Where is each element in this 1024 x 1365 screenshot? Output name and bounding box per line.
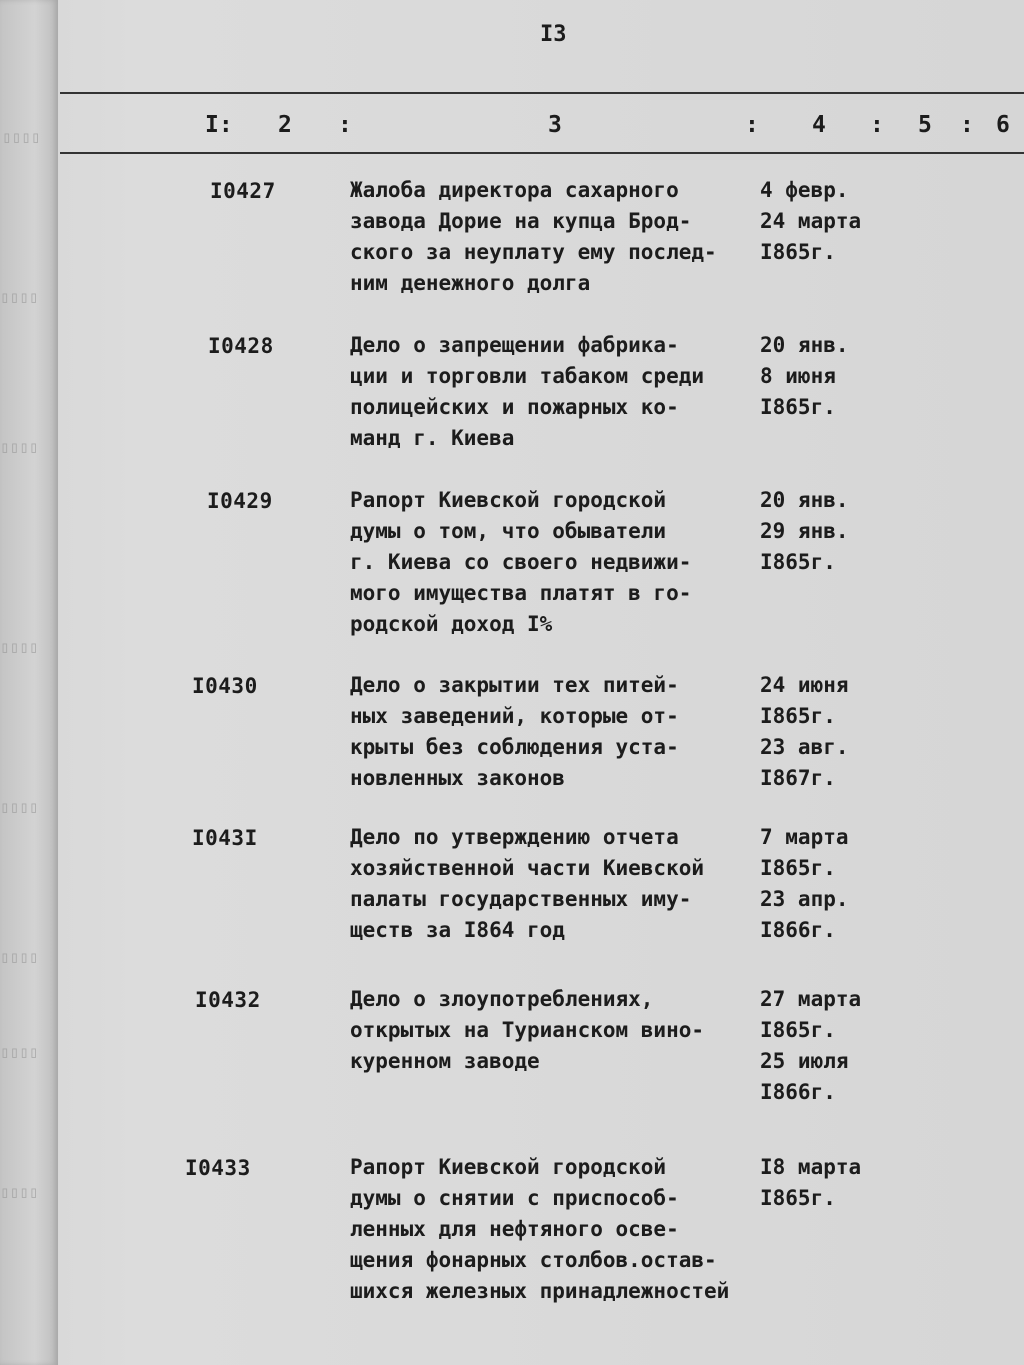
date-line: 7 марта xyxy=(760,825,849,849)
case-title xyxy=(350,485,760,640)
date-line: I8 марта xyxy=(760,1155,862,1179)
column-header-4: 4 xyxy=(812,112,826,138)
title-line: ним денежного долга xyxy=(350,271,591,295)
case-title xyxy=(350,1152,760,1307)
date-line: 4 февр. xyxy=(760,178,849,202)
case-title xyxy=(350,175,760,299)
title-line: Дело о злоупотреблениях, xyxy=(350,987,654,1011)
bleed-through-mark: ▯▯▯▯ xyxy=(0,950,39,969)
date-line: 25 июля xyxy=(760,1049,849,1073)
date-line: I865г. xyxy=(760,1186,836,1210)
title-line: ленных для нефтяного осве- xyxy=(350,1217,679,1241)
case-title xyxy=(350,822,760,946)
title-line: ского за неуплату ему послед- xyxy=(350,240,717,264)
title-line: Дело о запрещении фабрика- xyxy=(350,333,679,357)
title-line: завода Дорие на купца Брод- xyxy=(350,209,692,233)
column-header-2: 2 xyxy=(278,112,292,138)
page-binding-edge xyxy=(0,0,58,1365)
case-number: I0427 xyxy=(210,179,276,203)
case-dates xyxy=(760,670,910,794)
case-number: I0428 xyxy=(208,334,274,358)
title-line: мого имущества платят в го- xyxy=(350,581,692,605)
date-line: 20 янв. xyxy=(760,488,849,512)
bleed-through-mark: ▯▯▯▯ xyxy=(0,1185,39,1204)
date-line: I865г. xyxy=(760,856,836,880)
date-line: I865г. xyxy=(760,550,836,574)
case-dates xyxy=(760,822,910,946)
title-line: думы о снятии с приспособ- xyxy=(350,1186,679,1210)
title-line: Дело по утверждению отчета xyxy=(350,825,679,849)
bleed-through-mark: ▯▯▯▯ xyxy=(0,1045,39,1064)
bleed-through-mark: ▯▯▯▯ xyxy=(0,800,39,819)
date-line: 20 янв. xyxy=(760,333,849,357)
case-dates xyxy=(760,485,910,578)
case-number: I043I xyxy=(192,826,258,850)
case-dates xyxy=(760,1152,910,1214)
title-line: Рапорт Киевской городской xyxy=(350,488,667,512)
title-line: хозяйственной части Киевской xyxy=(350,856,705,880)
date-line: 24 июня xyxy=(760,673,849,697)
date-line: 23 апр. xyxy=(760,887,849,911)
title-line: палаты государственных иму- xyxy=(350,887,692,911)
title-line: открытых на Турианском вино- xyxy=(350,1018,705,1042)
page-number: I3 xyxy=(540,22,567,47)
column-separator: : xyxy=(960,112,974,138)
date-line: 29 янв. xyxy=(760,519,849,543)
title-line: шихся железных принадлежностей xyxy=(350,1279,730,1303)
date-line: I867г. xyxy=(760,766,836,790)
date-line: I866г. xyxy=(760,1080,836,1104)
column-header-1: I: xyxy=(205,112,233,138)
case-dates xyxy=(760,330,910,423)
column-header-3: 3 xyxy=(548,112,562,138)
bleed-through-mark: ▯▯▯▯ xyxy=(0,290,39,309)
case-number: I0433 xyxy=(185,1156,251,1180)
title-line: манд г. Киева xyxy=(350,426,515,450)
title-line: Рапорт Киевской городской xyxy=(350,1155,667,1179)
date-line: I865г. xyxy=(760,395,836,419)
case-number: I0429 xyxy=(207,489,273,513)
title-line: Жалоба директора сахарного xyxy=(350,178,679,202)
bleed-through-mark: ▯▯▯▯ xyxy=(0,440,39,459)
title-line: родской доход I% xyxy=(350,612,553,636)
title-line: ных заведений, которые от- xyxy=(350,704,679,728)
bleed-through-mark: ▯▯▯▯ xyxy=(0,640,39,659)
case-title xyxy=(350,984,760,1077)
column-separator: : xyxy=(745,112,759,138)
date-line: I866г. xyxy=(760,918,836,942)
column-header-5: 5 xyxy=(918,112,932,138)
title-line: думы о том, что обыватели xyxy=(350,519,667,543)
title-line: крыты без соблюдения уста- xyxy=(350,735,679,759)
column-separator: : xyxy=(870,112,884,138)
case-dates xyxy=(760,984,910,1108)
title-line: щения фонарных столбов.остав- xyxy=(350,1248,717,1272)
date-line: 27 марта xyxy=(760,987,862,1011)
title-line: новленных законов xyxy=(350,766,565,790)
case-title xyxy=(350,670,760,794)
date-line: 24 марта xyxy=(760,209,862,233)
title-line: куренном заводе xyxy=(350,1049,540,1073)
date-line: I865г. xyxy=(760,704,836,728)
title-line: ции и торговли табаком среди xyxy=(350,364,705,388)
title-line: ществ за I864 год xyxy=(350,918,565,942)
title-line: Дело о закрытии тех питей- xyxy=(350,673,679,697)
column-header-6: 6 xyxy=(996,112,1010,138)
column-separator: : xyxy=(338,112,352,138)
date-line: 8 июня xyxy=(760,364,836,388)
header-rule-top xyxy=(60,92,1024,94)
case-number: I0432 xyxy=(195,988,261,1012)
case-title xyxy=(350,330,760,454)
case-dates xyxy=(760,175,910,268)
date-line: I865г. xyxy=(760,1018,836,1042)
date-line: I865г. xyxy=(760,240,836,264)
case-number: I0430 xyxy=(192,674,258,698)
bleed-through-mark: ▯▯▯▯ xyxy=(2,130,41,149)
title-line: полицейских и пожарных ко- xyxy=(350,395,679,419)
title-line: г. Киева со своего недвижи- xyxy=(350,550,692,574)
date-line: 23 авг. xyxy=(760,735,849,759)
header-rule-bottom xyxy=(60,152,1024,154)
